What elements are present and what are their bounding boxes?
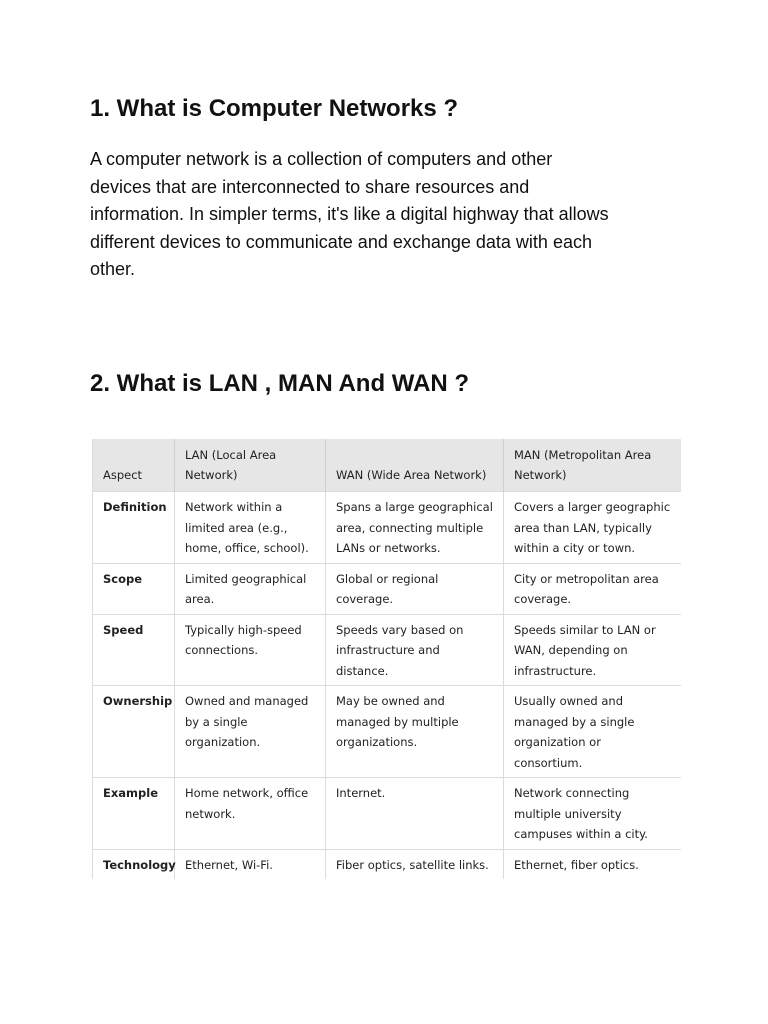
row-aspect: Technology <box>93 849 175 879</box>
heading-lan-man-wan: 2. What is LAN , MAN And WAN ? <box>90 370 470 397</box>
cell-lan: Network within a limited area (e.g., home, office, school). <box>175 492 326 564</box>
row-aspect: Scope <box>93 563 175 614</box>
table-row <box>93 492 681 564</box>
table-row <box>93 849 681 879</box>
header-aspect: Aspect <box>93 439 175 492</box>
cell-man: City or metropolitan area coverage. <box>504 563 681 614</box>
cell-lan: Limited geographical area. <box>175 563 326 614</box>
heading-computer-networks: 1. What is Computer Networks ? <box>90 95 459 122</box>
cell-man: Ethernet, fiber optics. <box>504 849 681 879</box>
paragraph-computer-networks <box>90 146 690 284</box>
table-row <box>93 614 681 686</box>
table-row <box>93 778 681 850</box>
paragraph-line: other. <box>90 259 136 279</box>
cell-lan: Ethernet, Wi-Fi. <box>175 849 326 879</box>
table-row <box>93 686 681 778</box>
row-aspect: Speed <box>93 614 175 686</box>
cell-lan: Owned and managed by a single organization. <box>175 686 326 778</box>
paragraph-line: different devices to communicate and exchange data with each <box>90 231 592 252</box>
row-aspect: Definition <box>93 492 175 564</box>
cell-man: Covers a larger geographic area than LAN, typically within a city or town. <box>504 492 681 564</box>
paragraph-line: devices that are interconnected to share resources and <box>90 176 530 197</box>
cell-lan: Home network, office network. <box>175 778 326 850</box>
paragraph-line: information. In simpler terms, it's like a digital highway that allows <box>90 204 609 224</box>
table-row <box>93 563 681 614</box>
cell-man: Speeds similar to LAN or WAN, depending on infrastructure. <box>504 614 681 686</box>
cell-wan: May be owned and managed by multiple organizations. <box>326 686 504 778</box>
header-wan: WAN (Wide Area Network) <box>326 439 504 492</box>
header-man: MAN (Metropolitan Area Network) <box>504 439 681 492</box>
comparison-table-container <box>92 439 680 872</box>
header-lan: LAN (Local Area Network) <box>175 439 326 492</box>
cell-man: Network connecting multiple university campuses within a city. <box>504 778 681 850</box>
cell-wan: Fiber optics, satellite links. <box>326 849 504 879</box>
table-header-row <box>93 439 681 492</box>
cell-wan: Spans a large geographical area, connecting multiple LANs or networks. <box>326 492 504 564</box>
cell-wan: Internet. <box>326 778 504 850</box>
row-aspect: Ownership <box>93 686 175 778</box>
paragraph-line: A computer network is a collection of computers and other <box>90 149 553 169</box>
row-aspect: Example <box>93 778 175 850</box>
cell-wan: Global or regional coverage. <box>326 563 504 614</box>
cell-lan: Typically high-speed connections. <box>175 614 326 686</box>
cell-wan: Speeds vary based on infrastructure and distance. <box>326 614 504 686</box>
cell-man: Usually owned and managed by a single organization or consortium. <box>504 686 681 778</box>
network-comparison-table <box>92 439 681 879</box>
